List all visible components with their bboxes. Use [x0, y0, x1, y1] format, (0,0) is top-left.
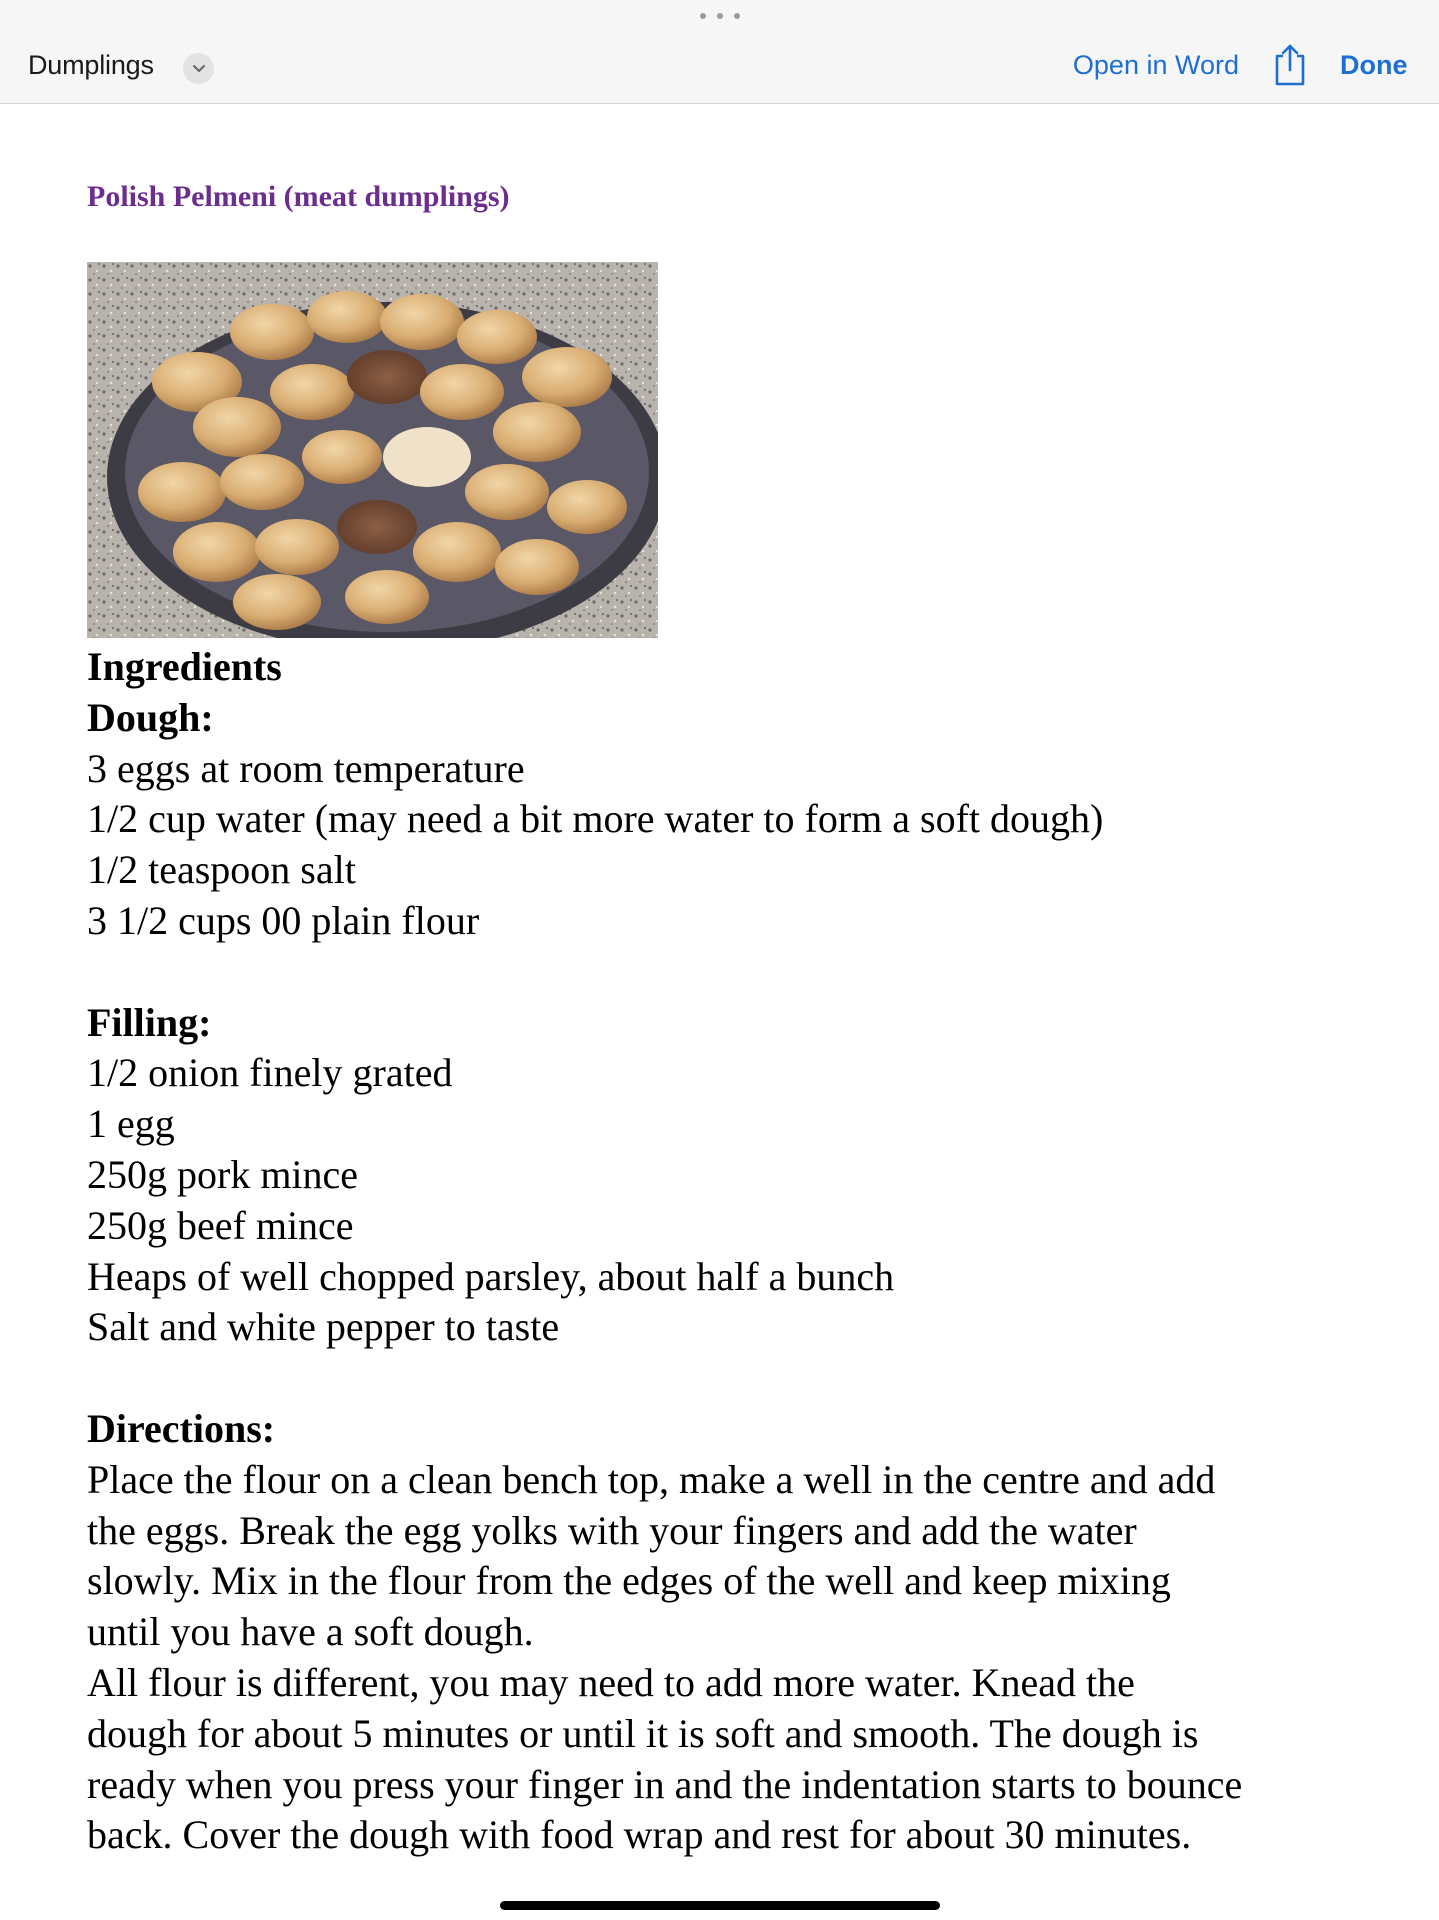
dough-item: 1/2 teaspoon salt — [87, 847, 356, 893]
directions-line: All flour is different, you may need to add more water. Knead the — [87, 1659, 1135, 1705]
paragraph-spacer — [87, 1353, 1387, 1404]
recipe-title: Polish Pelmeni (meat dumplings) — [87, 180, 510, 213]
directions-line: back. Cover the dough with food wrap and rest for about 30 minutes. — [87, 1812, 1192, 1858]
recipe-body — [87, 642, 1387, 1861]
directions-heading: Directions: — [87, 1405, 276, 1451]
open-in-word-button[interactable]: Open in Word — [1072, 50, 1239, 80]
filling-list — [87, 1048, 1387, 1353]
directions-line: dough for about 5 minutes or until it is soft and smooth. The dough is — [87, 1710, 1199, 1756]
dough-item: 1/2 cup water (may need a bit more water to form a soft dough) — [87, 796, 1104, 842]
directions-line: until you have a soft dough. — [87, 1609, 534, 1655]
done-button[interactable]: Done — [1340, 50, 1408, 80]
filling-item: 1/2 onion finely grated — [87, 1050, 453, 1096]
dough-item: 3 1/2 cups 00 plain flour — [87, 897, 480, 943]
ellipsis-icon[interactable] — [700, 10, 740, 22]
directions-line: Place the flour on a clean bench top, make a well in the centre and add — [87, 1456, 1216, 1502]
directions-text — [87, 1455, 1387, 1861]
document-title[interactable]: Dumplings — [28, 50, 154, 80]
document-page — [87, 176, 1387, 1861]
dough-list — [87, 744, 1387, 947]
directions-line: slowly. Mix in the flour from the edges of the well and keep mixing — [87, 1558, 1171, 1604]
home-indicator[interactable] — [500, 1901, 940, 1910]
dough-heading: Dough: — [87, 694, 214, 740]
filling-item: 250g beef mince — [87, 1202, 354, 1248]
filling-item: Heaps of well chopped parsley, about half a bunch — [87, 1253, 895, 1299]
directions-line: ready when you press your finger in and the indentation starts to bounce — [87, 1761, 1243, 1807]
paragraph-spacer — [87, 947, 1387, 998]
share-icon[interactable] — [1272, 42, 1308, 88]
filling-item: 250g pork mince — [87, 1151, 359, 1197]
directions-line: the eggs. Break the egg yolks with your fingers and add the water — [87, 1507, 1137, 1553]
dough-item: 3 eggs at room temperature — [87, 745, 525, 791]
filling-heading: Filling: — [87, 999, 212, 1045]
chevron-down-icon[interactable] — [183, 53, 214, 84]
filling-item: Salt and white pepper to taste — [87, 1304, 560, 1350]
filling-item: 1 egg — [87, 1101, 175, 1147]
ingredients-heading: Ingredients — [87, 644, 282, 689]
dumplings-photo — [87, 262, 658, 638]
document-toolbar — [0, 0, 1439, 104]
